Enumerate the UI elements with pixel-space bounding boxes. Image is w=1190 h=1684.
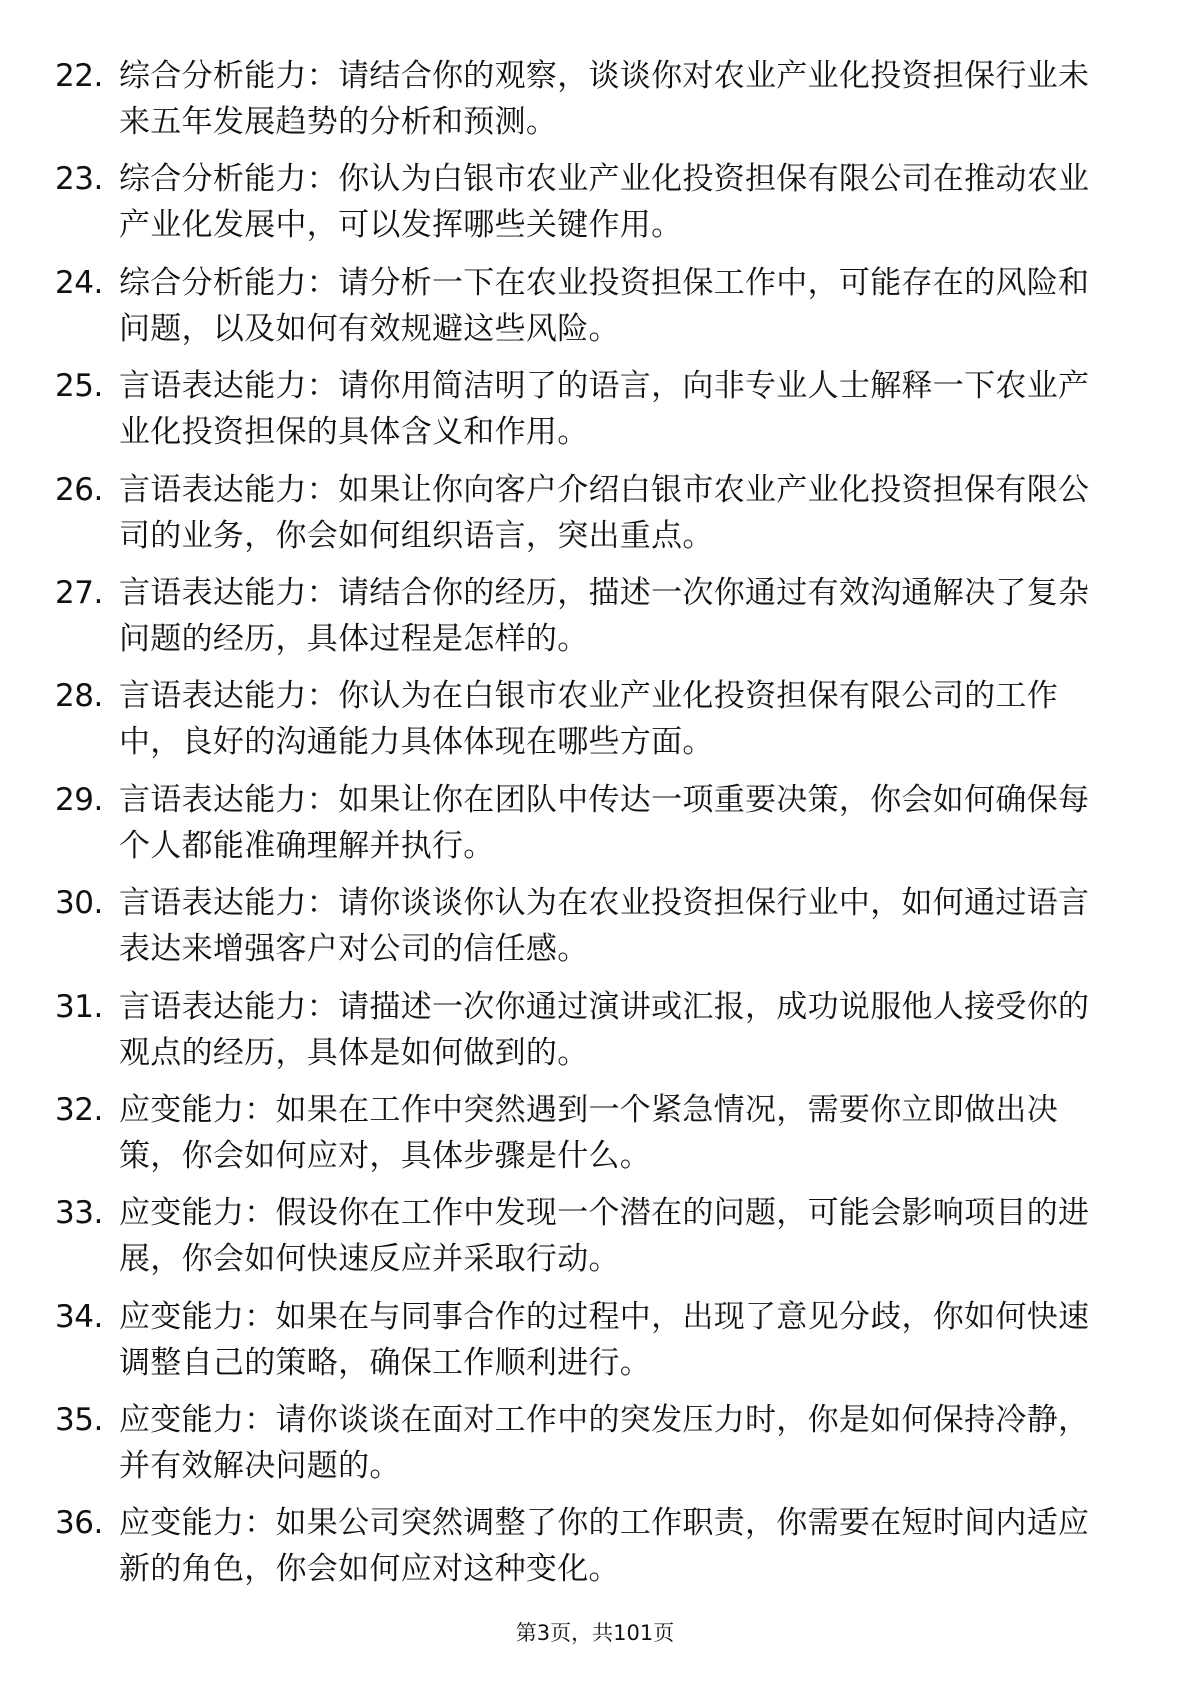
question-text: 应变能力：请你谈谈在面对工作中的突发压力时，你是如何保持冷静，并有效解决问题的。 [119, 1402, 1090, 1485]
question-item [55, 570, 1115, 673]
question-text: 应变能力：如果在与同事合作的过程中，出现了意见分歧，你如何快速调整自己的策略，确保工作顺利进行。 [119, 1298, 1090, 1381]
question-text: 综合分析能力：请结合你的观察，谈谈你对农业产业化投资担保行业未来五年发展趋势的分析和预测。 [119, 58, 1090, 140]
question-item [55, 1294, 1115, 1397]
question-item [55, 260, 1115, 363]
question-item [55, 1500, 1115, 1603]
question-item [55, 777, 1115, 880]
question-number: 28. [55, 678, 103, 715]
question-number: 29. [55, 781, 103, 818]
question-number: 26. [55, 471, 103, 508]
question-text: 言语表达能力：请结合你的经历，描述一次你通过有效沟通解决了复杂问题的经历，具体过程是怎样的。 [119, 574, 1090, 657]
question-text: 综合分析能力：你认为白银市农业产业化投资担保有限公司在推动农业产业化发展中，可以发挥哪些关键作用。 [119, 161, 1090, 244]
question-text: 言语表达能力：请你谈谈你认为在农业投资担保行业中，如何通过语言表达来增强客户对公司的信任感。 [119, 885, 1090, 968]
question-list [55, 53, 1115, 1604]
question-number: 22. [55, 58, 103, 94]
question-text: 应变能力：假设你在工作中发现一个潜在的问题，可能会影响项目的进展，你会如何快速反应并采取行动。 [119, 1195, 1090, 1278]
question-number: 35. [55, 1402, 103, 1439]
question-item [55, 1087, 1115, 1190]
question-text: 言语表达能力：请描述一次你通过演讲或汇报，成功说服他人接受你的观点的经历，具体是如何做到的。 [119, 988, 1090, 1071]
question-number: 31. [55, 988, 103, 1025]
question-number: 32. [55, 1091, 103, 1128]
question-number: 25. [55, 368, 103, 405]
question-text: 应变能力：如果公司突然调整了你的工作职责，你需要在短时间内适应新的角色，你会如何应对这种变化。 [119, 1505, 1090, 1588]
question-number: 24. [55, 264, 103, 301]
page-footer [0, 1618, 1190, 1648]
question-item [55, 467, 1115, 570]
question-item [55, 156, 1115, 259]
question-number: 36. [55, 1505, 103, 1542]
question-item [55, 1190, 1115, 1293]
question-text: 言语表达能力：如果让你向客户介绍白银市农业产业化投资担保有限公司的业务，你会如何组织语言，突出重点。 [119, 471, 1090, 554]
question-number: 33. [55, 1195, 103, 1232]
question-text: 言语表达能力：请你用简洁明了的语言，向非专业人士解释一下农业产业化投资担保的具体含义和作用。 [119, 368, 1090, 451]
question-number: 27. [55, 574, 103, 611]
question-item [55, 53, 1115, 156]
question-item [55, 363, 1115, 466]
question-number: 30. [55, 885, 103, 922]
question-item [55, 1397, 1115, 1500]
question-item [55, 673, 1115, 776]
question-item [55, 880, 1115, 983]
question-text: 综合分析能力：请分析一下在农业投资担保工作中，可能存在的风险和问题，以及如何有效规避这些风险。 [119, 264, 1090, 347]
question-text: 言语表达能力：如果让你在团队中传达一项重要决策，你会如何确保每个人都能准确理解并执行。 [119, 781, 1090, 864]
question-text: 应变能力：如果在工作中突然遇到一个紧急情况，需要你立即做出决策，你会如何应对，具体步骤是什么。 [119, 1091, 1058, 1174]
question-number: 34. [55, 1298, 103, 1335]
question-number: 23. [55, 161, 103, 198]
question-text: 言语表达能力：你认为在白银市农业产业化投资担保有限公司的工作中，良好的沟通能力具体体现在哪些方面。 [119, 678, 1058, 761]
question-item [55, 984, 1115, 1087]
page-number-label: 第3页，共101页 [515, 1621, 675, 1645]
